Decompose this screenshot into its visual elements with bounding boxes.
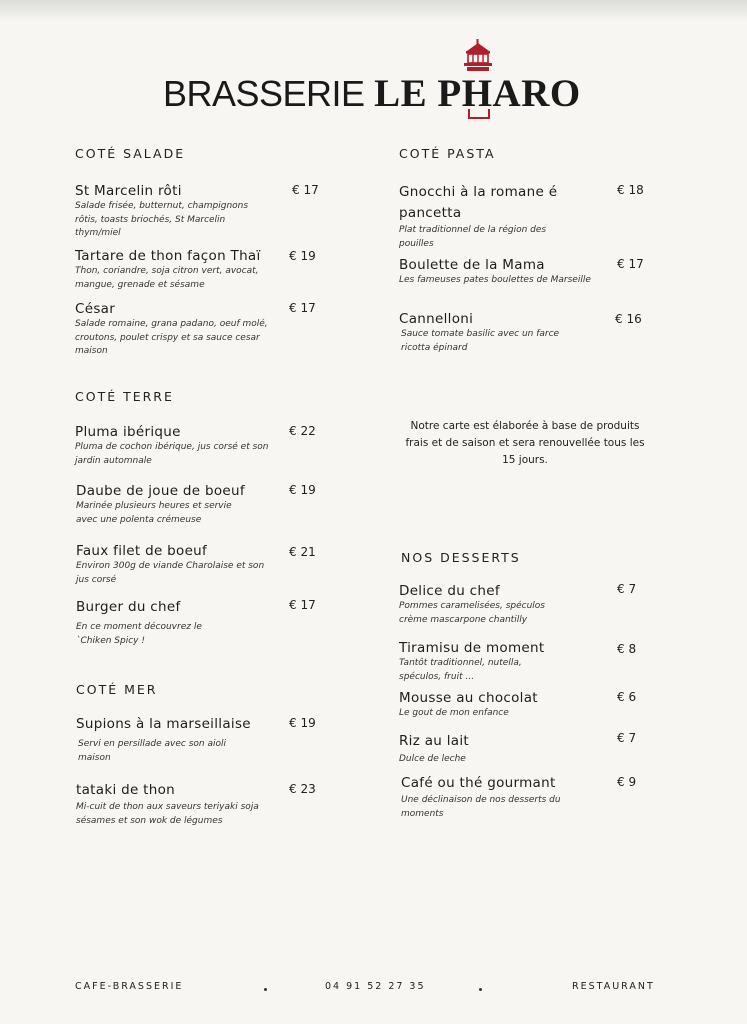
item-price: € 17 [617, 257, 644, 271]
item-desc: Tantôt traditionnel, nutella, spéculos, fruit ... [399, 658, 522, 682]
item-price: € 17 [289, 301, 316, 315]
item-price: € 6 [617, 690, 637, 704]
footer-phone[interactable]: 04 91 52 27 35 [325, 981, 426, 992]
section-title-mer: COTÉ MER [76, 682, 158, 697]
menu-item [76, 715, 276, 765]
menu-item [399, 256, 614, 288]
item-price: € 19 [289, 716, 316, 730]
item-desc: Une déclinaison de nos desserts du moments [401, 795, 561, 819]
item-price: € 17 [292, 183, 319, 197]
item-price: € 18 [617, 183, 644, 197]
item-desc: Les fameuses pates boulettes de Marseille [399, 275, 591, 285]
footer-dot [264, 988, 267, 991]
item-desc: Thon, coriandre, soja citron vert, avocat, mangue, grenade et sésame [75, 266, 259, 290]
item-desc: Salade frisée, butternut, champignons rôtis, toasts briochés, St Marcelin thym/miel [75, 201, 249, 238]
item-name: Pluma ibérique [75, 424, 181, 440]
item-name: Gnocchi à la romane é pancetta [399, 184, 558, 221]
menu-item [76, 598, 276, 648]
item-name: Supions à la marseillaise [76, 716, 251, 732]
item-name: César [75, 301, 116, 317]
item-desc: Mi-cuit de thon aux saveurs teriyaki soja sésames et son wok de légumes [76, 802, 259, 826]
menu-item [399, 182, 579, 251]
item-name: St Marcelin rôti [75, 183, 182, 199]
menu-item [75, 247, 275, 292]
menu-item [399, 689, 599, 721]
item-desc: Salade romaine, grana padano, oeuf molé, croutons, poulet crispy et sa sauce cesar maison [75, 319, 268, 356]
menu-item [401, 774, 601, 821]
item-price: € 22 [289, 424, 316, 438]
item-desc: Le gout de mon enfance [399, 708, 509, 718]
item-desc: Pommes caramelisées, spéculos crème mascarpone chantilly [399, 601, 545, 625]
menu-item [75, 182, 275, 241]
item-name: Tiramisu de moment [399, 640, 545, 656]
section-title-desserts: NOS DESSERTS [401, 550, 521, 565]
item-price: € 17 [289, 598, 316, 612]
menu-item [75, 423, 275, 468]
footer-dot [479, 988, 482, 991]
section-title-pasta: COTÉ PASTA [399, 146, 496, 161]
section-title-salade: COTÉ SALADE [75, 146, 186, 161]
item-name: Delice du chef [399, 583, 500, 599]
brand-name-bold: LE PHARO [374, 72, 581, 115]
top-shade [0, 0, 747, 22]
brand-logo [0, 38, 747, 128]
item-name: tataki de thon [76, 782, 176, 798]
item-name: Faux filet de boeuf [76, 543, 208, 559]
seasonal-note: Notre carte est élaborée à base de produits frais et de saison et sera renouvellée tous les 15 jours. [405, 420, 645, 466]
item-name: Tartare de thon façon Thaï [75, 248, 261, 264]
menu-item [76, 542, 276, 587]
footer-cafe-brasserie: CAFE-BRASSERIE [75, 981, 184, 992]
item-name: Daube de joue de boeuf [76, 483, 245, 499]
item-price: € 7 [617, 731, 637, 745]
item-desc: Servi en persillade avec son aioli maison [78, 739, 226, 763]
menu-item [399, 639, 599, 684]
item-name: Riz au lait [399, 733, 469, 749]
item-desc: Sauce tomate basilic avec un farce ricotta épinard [401, 329, 560, 353]
item-price: € 19 [289, 483, 316, 497]
brand-name [163, 71, 581, 116]
item-desc: Plat traditionnel de la région des pouilles [399, 225, 547, 249]
item-price: € 16 [615, 312, 642, 326]
menu-item [76, 482, 276, 527]
item-desc: Pluma de cochon ibérique, jus corsé et son jardin automnale [75, 442, 269, 466]
item-desc: Marinée plusieurs heures et servie avec une polenta crémeuse [76, 501, 232, 525]
item-desc: Environ 300g de viande Charolaise et son jus corsé [76, 561, 265, 585]
item-price: € 9 [617, 775, 637, 789]
brand-name-light: BRASSERIE [163, 73, 365, 114]
menu-item [399, 310, 599, 355]
menu-item [75, 300, 275, 359]
item-price: € 7 [617, 582, 637, 596]
item-name: Burger du chef [76, 599, 181, 615]
item-price: € 23 [289, 782, 316, 796]
item-name: Mousse au chocolat [399, 690, 538, 706]
item-price: € 8 [617, 642, 637, 656]
section-title-terre: COTÉ TERRE [75, 389, 174, 404]
item-name: Boulette de la Mama [399, 257, 545, 273]
menu-item [76, 781, 276, 828]
item-name: Cannelloni [399, 311, 474, 327]
item-desc: Dulce de leche [399, 754, 466, 764]
menu-item [399, 732, 599, 767]
item-price: € 19 [289, 249, 316, 263]
item-desc: En ce moment découvrez le `Chiken Spicy ! [76, 622, 202, 646]
menu-item [399, 582, 599, 627]
footer-restaurant: RESTAURANT [572, 981, 655, 992]
item-name: Café ou thé gourmant [401, 775, 556, 791]
item-price: € 21 [289, 545, 316, 559]
